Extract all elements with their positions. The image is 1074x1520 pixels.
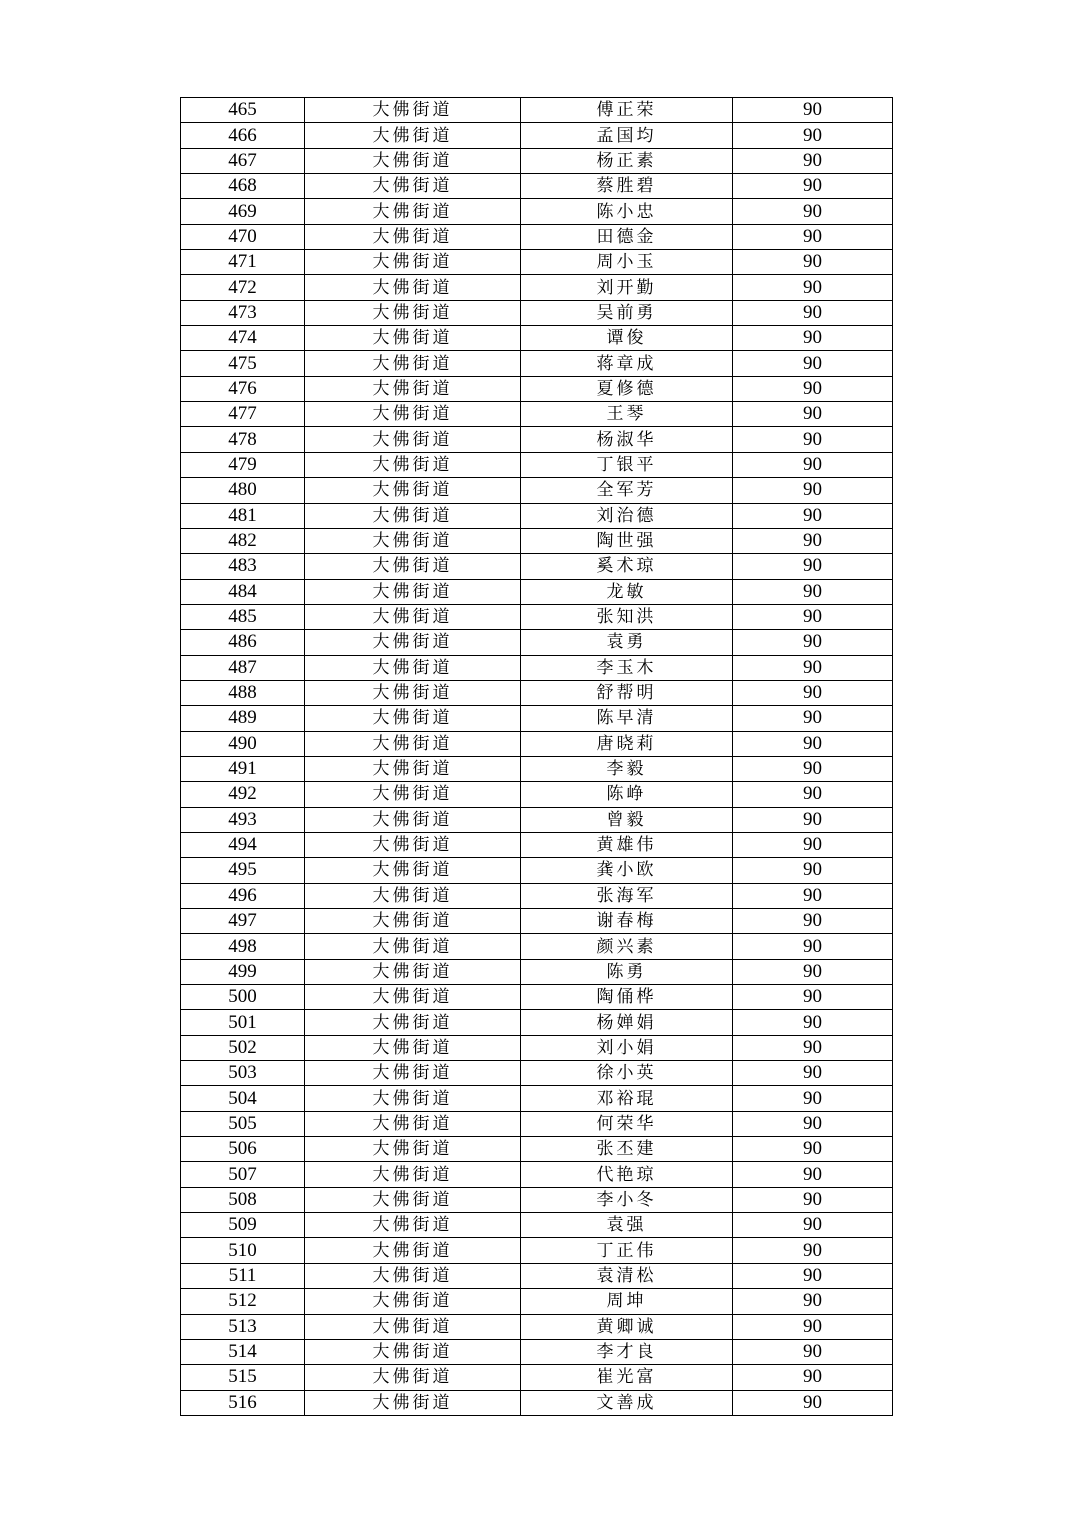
name-cell: 吴前勇 [521,300,733,325]
row-number-cell: 506 [181,1137,305,1162]
name-cell: 黄卿诚 [521,1314,733,1339]
street-cell: 大佛街道 [305,427,521,452]
score-cell: 90 [733,1238,893,1263]
name-cell: 代艳琼 [521,1162,733,1187]
name-cell: 丁正伟 [521,1238,733,1263]
row-number-cell: 513 [181,1314,305,1339]
row-number-cell: 474 [181,326,305,351]
name-cell: 孟国均 [521,123,733,148]
score-cell: 90 [733,1111,893,1136]
name-cell: 周小玉 [521,250,733,275]
table-row [181,1365,893,1390]
score-cell: 90 [733,1314,893,1339]
name-cell: 舒帮明 [521,680,733,705]
name-cell: 袁勇 [521,630,733,655]
row-number-cell: 509 [181,1213,305,1238]
table-row [181,1314,893,1339]
score-cell: 90 [733,655,893,680]
street-cell: 大佛街道 [305,883,521,908]
table-row [181,1061,893,1086]
score-cell: 90 [733,300,893,325]
street-cell: 大佛街道 [305,452,521,477]
row-number-cell: 501 [181,1010,305,1035]
name-cell: 徐小英 [521,1061,733,1086]
row-number-cell: 510 [181,1238,305,1263]
score-cell: 90 [733,1289,893,1314]
street-cell: 大佛街道 [305,174,521,199]
score-cell: 90 [733,959,893,984]
street-cell: 大佛街道 [305,1365,521,1390]
street-cell: 大佛街道 [305,528,521,553]
street-cell: 大佛街道 [305,351,521,376]
street-cell: 大佛街道 [305,985,521,1010]
table-row [181,655,893,680]
score-cell: 90 [733,985,893,1010]
street-cell: 大佛街道 [305,1263,521,1288]
street-cell: 大佛街道 [305,1314,521,1339]
table-row [181,326,893,351]
score-cell: 90 [733,883,893,908]
table-row [181,782,893,807]
name-cell: 何荣华 [521,1111,733,1136]
street-cell: 大佛街道 [305,199,521,224]
row-number-cell: 486 [181,630,305,655]
street-cell: 大佛街道 [305,1111,521,1136]
street-cell: 大佛街道 [305,630,521,655]
row-number-cell: 484 [181,579,305,604]
name-cell: 李毅 [521,756,733,781]
score-cell: 90 [733,1086,893,1111]
score-cell: 90 [733,148,893,173]
name-cell: 邓裕琨 [521,1086,733,1111]
table-row [181,1137,893,1162]
table-row [181,250,893,275]
row-number-cell: 477 [181,402,305,427]
table-row [181,275,893,300]
row-number-cell: 480 [181,478,305,503]
street-cell: 大佛街道 [305,807,521,832]
street-cell: 大佛街道 [305,376,521,401]
table-row [181,1390,893,1415]
table-row [181,300,893,325]
row-number-cell: 482 [181,528,305,553]
table-row [181,579,893,604]
street-cell: 大佛街道 [305,402,521,427]
street-cell: 大佛街道 [305,326,521,351]
score-cell: 90 [733,224,893,249]
name-cell: 曾毅 [521,807,733,832]
score-cell: 90 [733,174,893,199]
street-cell: 大佛街道 [305,1339,521,1364]
name-cell: 张知洪 [521,604,733,629]
name-cell: 张海军 [521,883,733,908]
name-cell: 杨淑华 [521,427,733,452]
row-number-cell: 490 [181,731,305,756]
row-number-cell: 491 [181,756,305,781]
table-row [181,351,893,376]
score-cell: 90 [733,1339,893,1364]
table-row [181,148,893,173]
name-cell: 龚小欧 [521,858,733,883]
row-number-cell: 472 [181,275,305,300]
table-row [181,883,893,908]
table-row [181,427,893,452]
table-row [181,858,893,883]
table-row [181,224,893,249]
name-cell: 田德金 [521,224,733,249]
street-cell: 大佛街道 [305,1010,521,1035]
score-cell: 90 [733,782,893,807]
row-number-cell: 514 [181,1339,305,1364]
table-row [181,604,893,629]
score-cell: 90 [733,604,893,629]
street-cell: 大佛街道 [305,858,521,883]
row-number-cell: 485 [181,604,305,629]
row-number-cell: 475 [181,351,305,376]
street-cell: 大佛街道 [305,1086,521,1111]
score-cell: 90 [733,1263,893,1288]
score-cell: 90 [733,858,893,883]
name-cell: 龙敏 [521,579,733,604]
name-cell: 唐晓莉 [521,731,733,756]
name-cell: 袁强 [521,1213,733,1238]
street-cell: 大佛街道 [305,1061,521,1086]
name-cell: 李小冬 [521,1187,733,1212]
table-row [181,1187,893,1212]
table-row [181,478,893,503]
score-cell: 90 [733,554,893,579]
score-cell: 90 [733,275,893,300]
name-cell: 陶俑桦 [521,985,733,1010]
table-row [181,1339,893,1364]
street-cell: 大佛街道 [305,300,521,325]
street-cell: 大佛街道 [305,554,521,579]
score-cell: 90 [733,756,893,781]
row-number-cell: 494 [181,832,305,857]
table-row [181,98,893,123]
table-row [181,1213,893,1238]
row-number-cell: 471 [181,250,305,275]
row-number-cell: 469 [181,199,305,224]
name-cell: 刘开勤 [521,275,733,300]
table-row [181,731,893,756]
score-cell: 90 [733,452,893,477]
row-number-cell: 470 [181,224,305,249]
score-cell: 90 [733,123,893,148]
name-cell: 刘小娟 [521,1035,733,1060]
row-number-cell: 516 [181,1390,305,1415]
name-cell: 黄雄伟 [521,832,733,857]
table-row [181,123,893,148]
row-number-cell: 507 [181,1162,305,1187]
score-cell: 90 [733,1061,893,1086]
row-number-cell: 479 [181,452,305,477]
row-number-cell: 499 [181,959,305,984]
row-number-cell: 473 [181,300,305,325]
street-cell: 大佛街道 [305,959,521,984]
name-cell: 李才良 [521,1339,733,1364]
table-row [181,1111,893,1136]
table-row [181,1289,893,1314]
name-cell: 袁清松 [521,1263,733,1288]
row-number-cell: 492 [181,782,305,807]
street-cell: 大佛街道 [305,1238,521,1263]
score-cell: 90 [733,1390,893,1415]
score-cell: 90 [733,402,893,427]
street-cell: 大佛街道 [305,604,521,629]
name-cell: 夏修德 [521,376,733,401]
row-number-cell: 515 [181,1365,305,1390]
table-row [181,1238,893,1263]
name-cell: 丁银平 [521,452,733,477]
name-cell: 李玉木 [521,655,733,680]
table-row [181,985,893,1010]
row-number-cell: 512 [181,1289,305,1314]
table-row [181,402,893,427]
score-cell: 90 [733,199,893,224]
street-cell: 大佛街道 [305,1289,521,1314]
street-cell: 大佛街道 [305,478,521,503]
name-cell: 杨婵娟 [521,1010,733,1035]
score-cell: 90 [733,528,893,553]
table-row [181,1086,893,1111]
name-cell: 崔光富 [521,1365,733,1390]
score-cell: 90 [733,934,893,959]
name-cell: 蔡胜碧 [521,174,733,199]
name-cell: 陶世强 [521,528,733,553]
row-number-cell: 497 [181,909,305,934]
street-cell: 大佛街道 [305,224,521,249]
score-cell: 90 [733,680,893,705]
name-cell: 陈早清 [521,706,733,731]
row-number-cell: 476 [181,376,305,401]
street-cell: 大佛街道 [305,1187,521,1212]
roster-table [180,97,893,1416]
name-cell: 谢春梅 [521,909,733,934]
name-cell: 刘治德 [521,503,733,528]
table-row [181,807,893,832]
table-row [181,1035,893,1060]
street-cell: 大佛街道 [305,98,521,123]
street-cell: 大佛街道 [305,503,521,528]
street-cell: 大佛街道 [305,1390,521,1415]
score-cell: 90 [733,807,893,832]
score-cell: 90 [733,1187,893,1212]
table-row [181,832,893,857]
street-cell: 大佛街道 [305,655,521,680]
table-row [181,1010,893,1035]
score-cell: 90 [733,427,893,452]
row-number-cell: 505 [181,1111,305,1136]
street-cell: 大佛街道 [305,1162,521,1187]
street-cell: 大佛街道 [305,934,521,959]
street-cell: 大佛街道 [305,250,521,275]
row-number-cell: 465 [181,98,305,123]
score-cell: 90 [733,503,893,528]
name-cell: 周坤 [521,1289,733,1314]
row-number-cell: 468 [181,174,305,199]
street-cell: 大佛街道 [305,579,521,604]
street-cell: 大佛街道 [305,275,521,300]
name-cell: 陈勇 [521,959,733,984]
table-row [181,554,893,579]
score-cell: 90 [733,731,893,756]
row-number-cell: 483 [181,554,305,579]
table-row [181,756,893,781]
table-row [181,959,893,984]
name-cell: 张丕建 [521,1137,733,1162]
table-row [181,174,893,199]
street-cell: 大佛街道 [305,731,521,756]
street-cell: 大佛街道 [305,1035,521,1060]
row-number-cell: 502 [181,1035,305,1060]
row-number-cell: 466 [181,123,305,148]
row-number-cell: 488 [181,680,305,705]
table-row [181,1263,893,1288]
table-row [181,1162,893,1187]
table-row [181,503,893,528]
row-number-cell: 504 [181,1086,305,1111]
roster-table-body [181,98,893,1416]
street-cell: 大佛街道 [305,1137,521,1162]
street-cell: 大佛街道 [305,148,521,173]
score-cell: 90 [733,1213,893,1238]
score-cell: 90 [733,1035,893,1060]
table-row [181,706,893,731]
row-number-cell: 498 [181,934,305,959]
score-cell: 90 [733,630,893,655]
score-cell: 90 [733,1365,893,1390]
score-cell: 90 [733,376,893,401]
score-cell: 90 [733,478,893,503]
table-row [181,528,893,553]
name-cell: 杨正素 [521,148,733,173]
street-cell: 大佛街道 [305,123,521,148]
score-cell: 90 [733,1162,893,1187]
score-cell: 90 [733,351,893,376]
row-number-cell: 478 [181,427,305,452]
row-number-cell: 487 [181,655,305,680]
row-number-cell: 511 [181,1263,305,1288]
table-row [181,199,893,224]
table-row [181,934,893,959]
row-number-cell: 496 [181,883,305,908]
name-cell: 谭俊 [521,326,733,351]
table-row [181,376,893,401]
name-cell: 全军芳 [521,478,733,503]
score-cell: 90 [733,909,893,934]
name-cell: 陈小忠 [521,199,733,224]
name-cell: 蒋章成 [521,351,733,376]
name-cell: 奚术琼 [521,554,733,579]
row-number-cell: 489 [181,706,305,731]
name-cell: 王琴 [521,402,733,427]
score-cell: 90 [733,250,893,275]
score-cell: 90 [733,579,893,604]
row-number-cell: 467 [181,148,305,173]
name-cell: 文善成 [521,1390,733,1415]
street-cell: 大佛街道 [305,782,521,807]
name-cell: 颜兴素 [521,934,733,959]
row-number-cell: 500 [181,985,305,1010]
table-row [181,909,893,934]
score-cell: 90 [733,1137,893,1162]
row-number-cell: 493 [181,807,305,832]
row-number-cell: 481 [181,503,305,528]
street-cell: 大佛街道 [305,1213,521,1238]
name-cell: 陈峥 [521,782,733,807]
row-number-cell: 508 [181,1187,305,1212]
row-number-cell: 495 [181,858,305,883]
score-cell: 90 [733,832,893,857]
name-cell: 傅正荣 [521,98,733,123]
score-cell: 90 [733,326,893,351]
score-cell: 90 [733,706,893,731]
table-row [181,680,893,705]
street-cell: 大佛街道 [305,680,521,705]
score-cell: 90 [733,1010,893,1035]
row-number-cell: 503 [181,1061,305,1086]
score-cell: 90 [733,98,893,123]
table-row [181,630,893,655]
street-cell: 大佛街道 [305,909,521,934]
table-row [181,452,893,477]
street-cell: 大佛街道 [305,832,521,857]
street-cell: 大佛街道 [305,756,521,781]
street-cell: 大佛街道 [305,706,521,731]
